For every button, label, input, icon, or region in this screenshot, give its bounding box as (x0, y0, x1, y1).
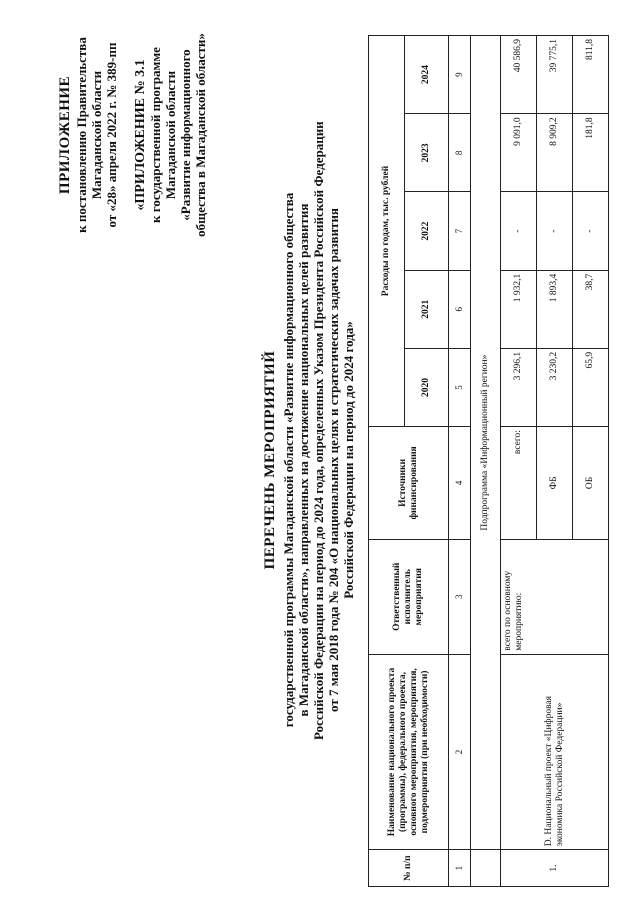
header-num: № п/п (369, 850, 449, 887)
program-appendix-title: «ПРИЛОЖЕНИЕ № 3.1 (133, 59, 148, 211)
appendix-heading: ПРИЛОЖЕНИЕ (57, 75, 73, 195)
source-total: всего: (501, 427, 537, 540)
column-number: 5 (449, 348, 471, 426)
value-cell: 1 893,4 (537, 270, 573, 348)
decree-line-2: Магаданской области (89, 70, 104, 200)
value-cell: 65,9 (573, 348, 609, 426)
value-cell: 811,8 (573, 36, 609, 114)
list-title-line-3: Российской Федерации на период до 2024 года, определенных Указом Президента Российской Федерации (311, 121, 326, 740)
column-number: 1 (449, 850, 471, 887)
value-cell: - (537, 192, 573, 270)
header-year-2020: 2020 (405, 348, 449, 426)
row-num: 1. (501, 850, 609, 887)
value-cell: 9 091,0 (501, 114, 537, 192)
header-year-2022: 2022 (405, 192, 449, 270)
column-number: 9 (449, 36, 471, 114)
value-cell: 181,8 (573, 114, 609, 192)
value-cell: 1 932,1 (501, 270, 537, 348)
row-name: D. Национальный проект «Цифровая экономика Российской Федерации» (501, 654, 609, 849)
source-fb: ФБ (537, 427, 573, 540)
row-executor: всего по основному мероприятию: (501, 539, 609, 654)
column-number: 8 (449, 114, 471, 192)
decree-line-1: к постановлению Правительства (74, 37, 89, 233)
program-appendix-line-4: общества в Магаданской области» (193, 33, 208, 237)
column-number: 6 (449, 270, 471, 348)
decree-header (58, 5, 208, 265)
list-title-line-1: государственной программы Магаданской области «Развитие информационного общества (281, 192, 296, 728)
header-year-2024: 2024 (405, 36, 449, 114)
column-number: 3 (449, 539, 471, 654)
measures-table (368, 35, 609, 887)
list-title-line-5: Российской Федерации на период до 2024 года» (341, 321, 356, 599)
program-appendix-line-3: «Развитие информационного (178, 49, 193, 221)
column-number: 4 (449, 427, 471, 540)
column-number: 2 (449, 654, 471, 849)
header-source: Источники финансирования (369, 427, 449, 540)
header-executor: Ответственный исполнитель мероприятия (369, 539, 449, 654)
header-year-2023: 2023 (405, 114, 449, 192)
value-cell: - (501, 192, 537, 270)
header-year-2021: 2021 (405, 270, 449, 348)
program-appendix-line-1: к государственной программе (148, 47, 163, 223)
header-name: Наименование национального проекта (программы), федерального проекта, основного мероприятия, мероприятия, подмероприятия (при необходимости) (369, 654, 449, 849)
list-title (262, 121, 356, 740)
value-cell: 39 775,1 (537, 36, 573, 114)
source-ob: ОБ (573, 427, 609, 540)
program-appendix-line-2: Магаданской области (163, 70, 178, 200)
value-cell: 8 909,2 (537, 114, 573, 192)
list-title-line-4: от 7 мая 2018 года № 204 «О национальных целях и стратегических задачах развития (326, 208, 341, 712)
value-cell: 3 230,2 (537, 348, 573, 426)
column-number: 7 (449, 192, 471, 270)
value-cell: 3 296,1 (501, 348, 537, 426)
list-title-main: ПЕРЕЧЕНЬ МЕРОПРИЯТИЙ (262, 350, 278, 570)
list-title-line-2: в Магаданской области», направленных на достижение национальных целей развития (296, 203, 311, 717)
decree-date-line: от «28» апреля 2022 г. № 389-пп (104, 42, 119, 228)
value-cell: 40 586,9 (501, 36, 537, 114)
subprogram-num-cell (471, 850, 501, 887)
value-cell: - (573, 192, 609, 270)
value-cell: 38,7 (573, 270, 609, 348)
subprogram-row: Подпрограмма «Информационный регион» (471, 36, 501, 850)
header-costs: Расходы по годам, тыс. рублей (369, 36, 405, 427)
